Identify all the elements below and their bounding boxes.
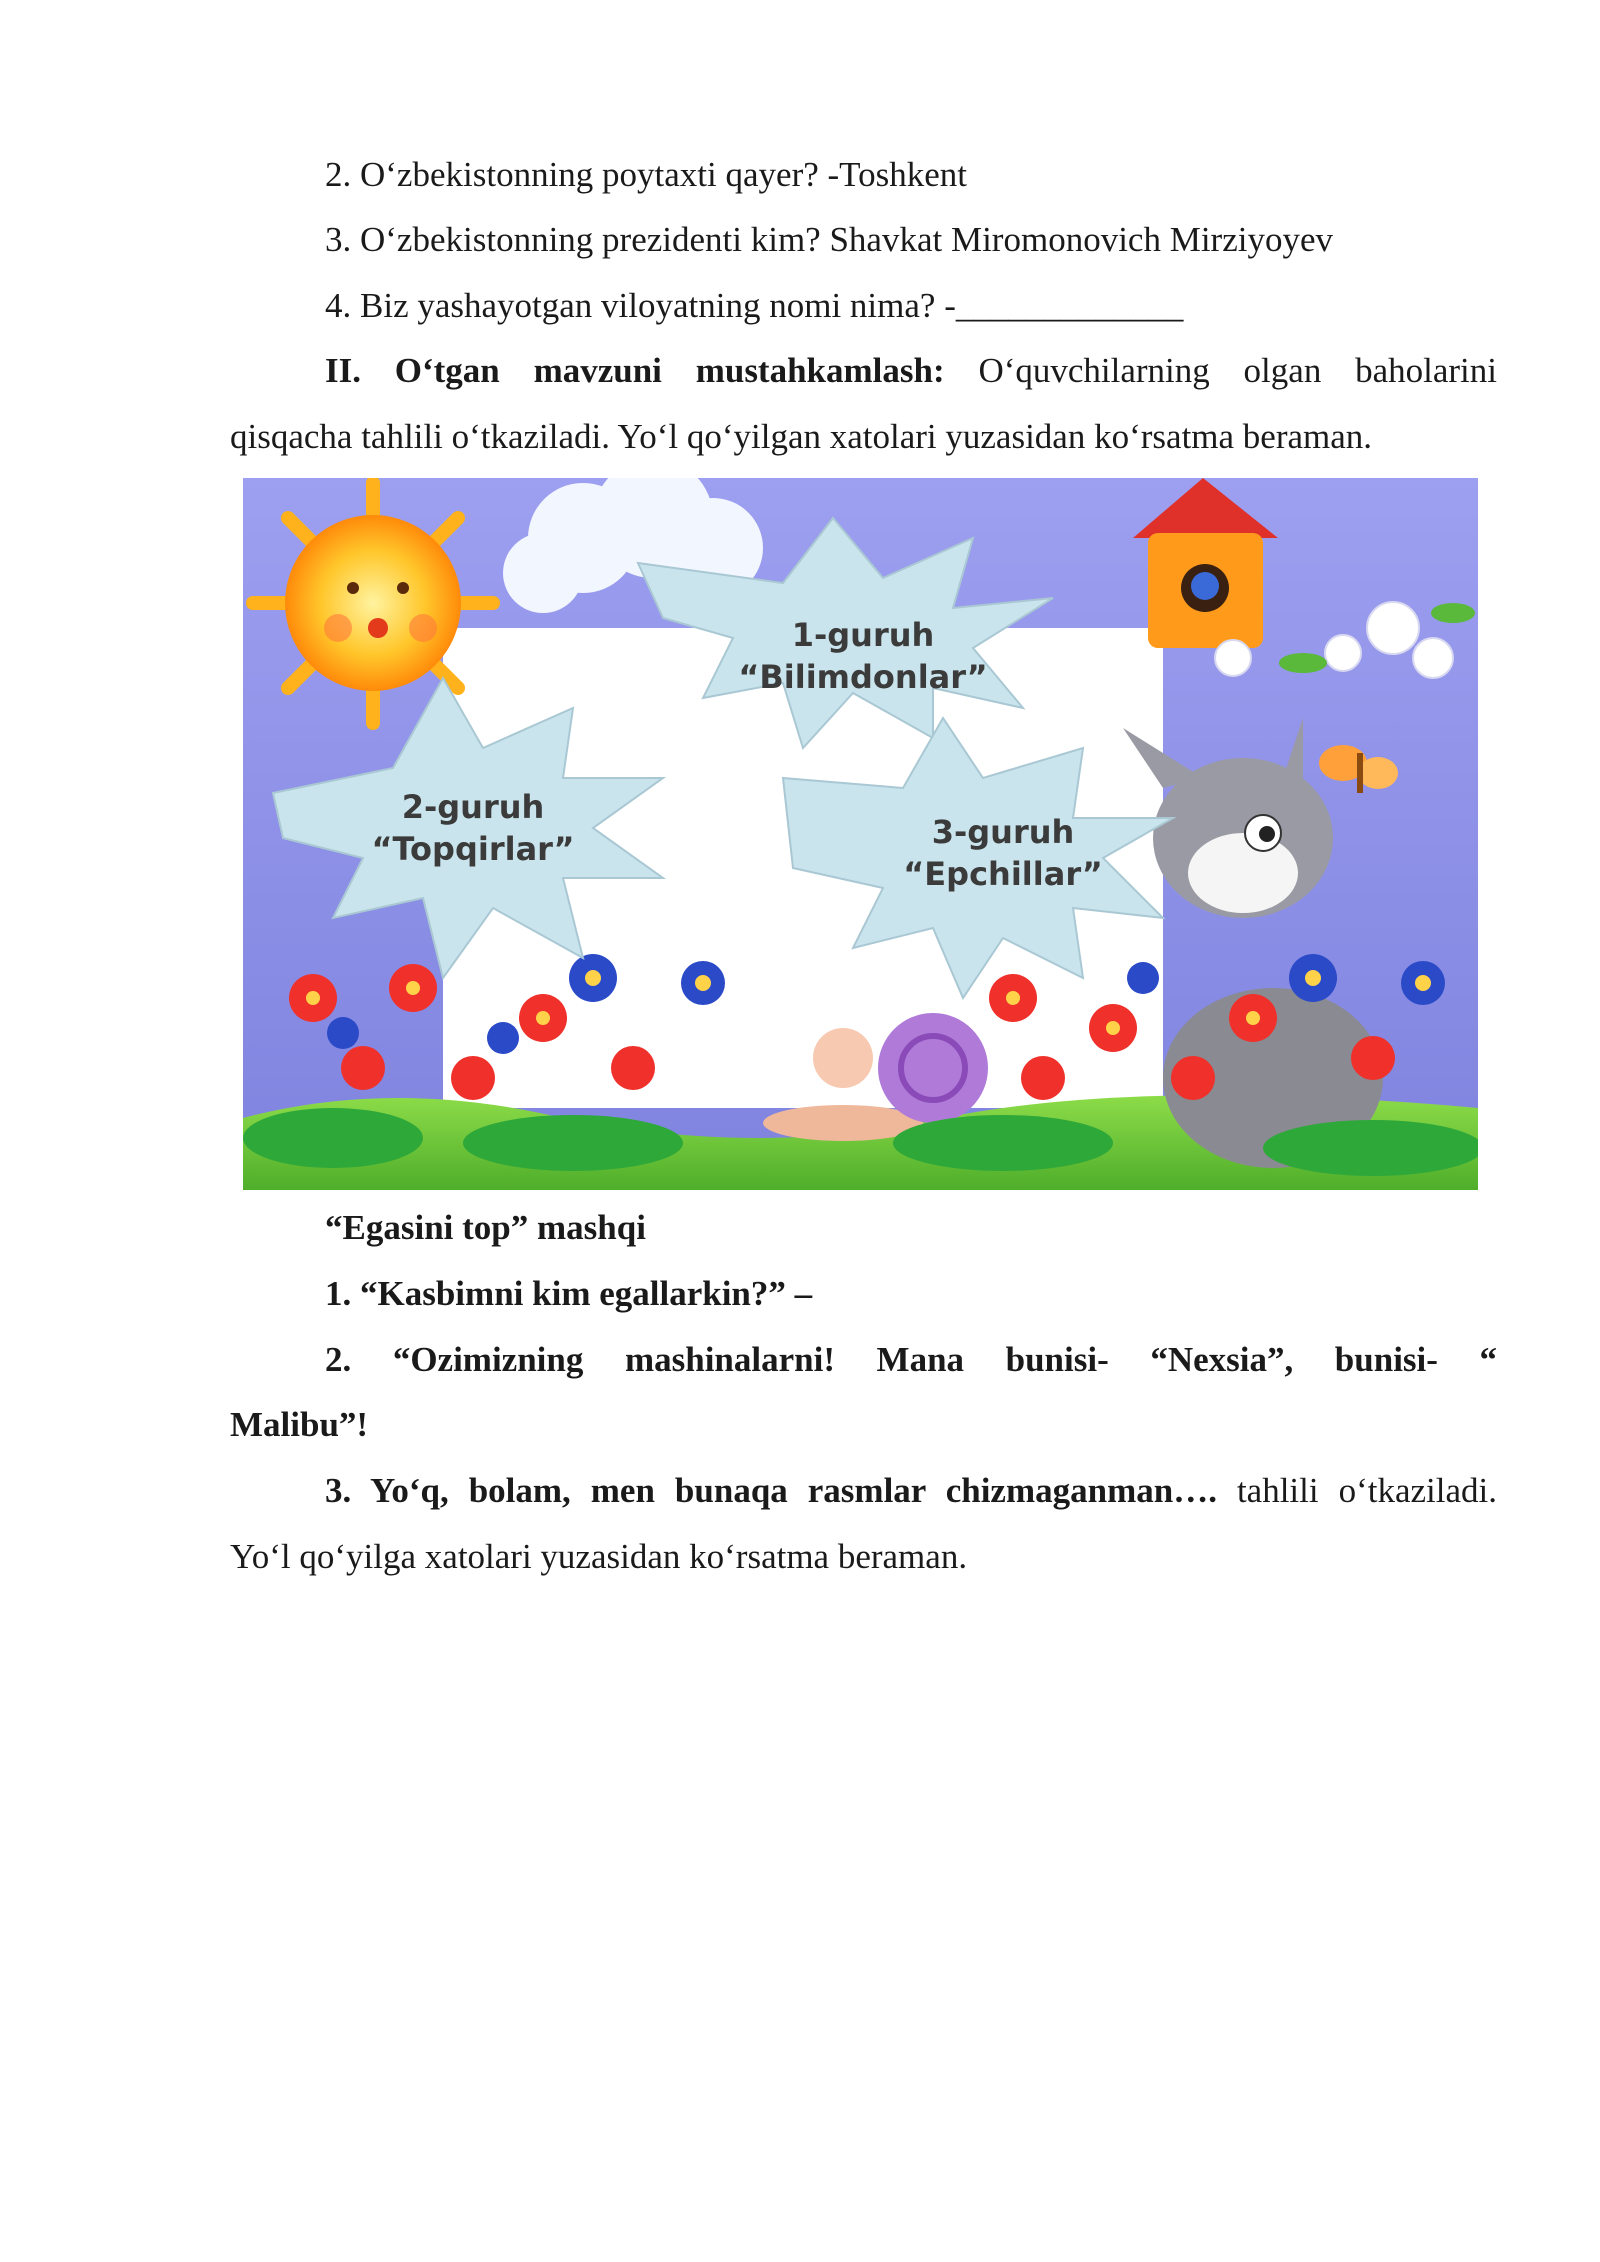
group-2-title: 2-guruh xyxy=(401,788,545,826)
exercise-title: “Egasini top” mashqi xyxy=(325,1208,646,1247)
exercise-item-2-line-1: 2. “Ozimizning mashinalarni! Mana bunisi- “Nexsia”, bunisi- “ xyxy=(325,1340,1497,1379)
section-2-heading: II. O‘tgan mavzuni mustahkamlash: xyxy=(325,351,945,390)
section-2-line-1 xyxy=(325,349,1497,393)
section-2-text-1: O‘quvchilarning olgan baholarini xyxy=(944,351,1497,390)
exercise-item-3-line-1 xyxy=(325,1469,1497,1513)
group-illustration xyxy=(243,478,1478,1190)
group-1-title: 1-guruh xyxy=(791,616,935,654)
exercise-item-1: 1. “Kasbimni kim egallarkin?” – xyxy=(325,1274,813,1313)
exercise-item-2-line-2: Malibu”! xyxy=(230,1405,369,1444)
exercise-item-3-rest: tahlili o‘tkaziladi. xyxy=(1216,1471,1497,1510)
group-1-name: “Bilimdonlar” xyxy=(738,658,988,696)
exercise-item-3-line-2: Yo‘l qo‘yilga xatolari yuzasidan ko‘rsatma beraman. xyxy=(230,1537,968,1576)
question-4-text: 4. Biz yashayotgan viloyatning nomi nima? - xyxy=(325,286,956,325)
sun-icon xyxy=(253,483,493,723)
question-4 xyxy=(325,284,1183,328)
group-2-name: “Topqirlar” xyxy=(371,830,575,868)
question-3: 3. O‘zbekistonning prezidenti kim? Shavkat Miromonovich Mirziyoyev xyxy=(325,220,1333,259)
group-3-name: “Epchillar” xyxy=(903,855,1103,893)
group-3-title: 3-guruh xyxy=(931,813,1075,851)
question-2: 2. O‘zbekistonning poytaxti qayer? -Toshkent xyxy=(325,155,967,194)
exercise-item-3-bold: 3. Yo‘q, bolam, men bunaqa rasmlar chizmaganman…. xyxy=(325,1471,1217,1510)
section-2-line-2: qisqacha tahlili o‘tkaziladi. Yo‘l qo‘yilgan xatolari yuzasidan ko‘rsatma beraman. xyxy=(230,417,1373,456)
question-4-blank: _____________ xyxy=(955,286,1184,325)
